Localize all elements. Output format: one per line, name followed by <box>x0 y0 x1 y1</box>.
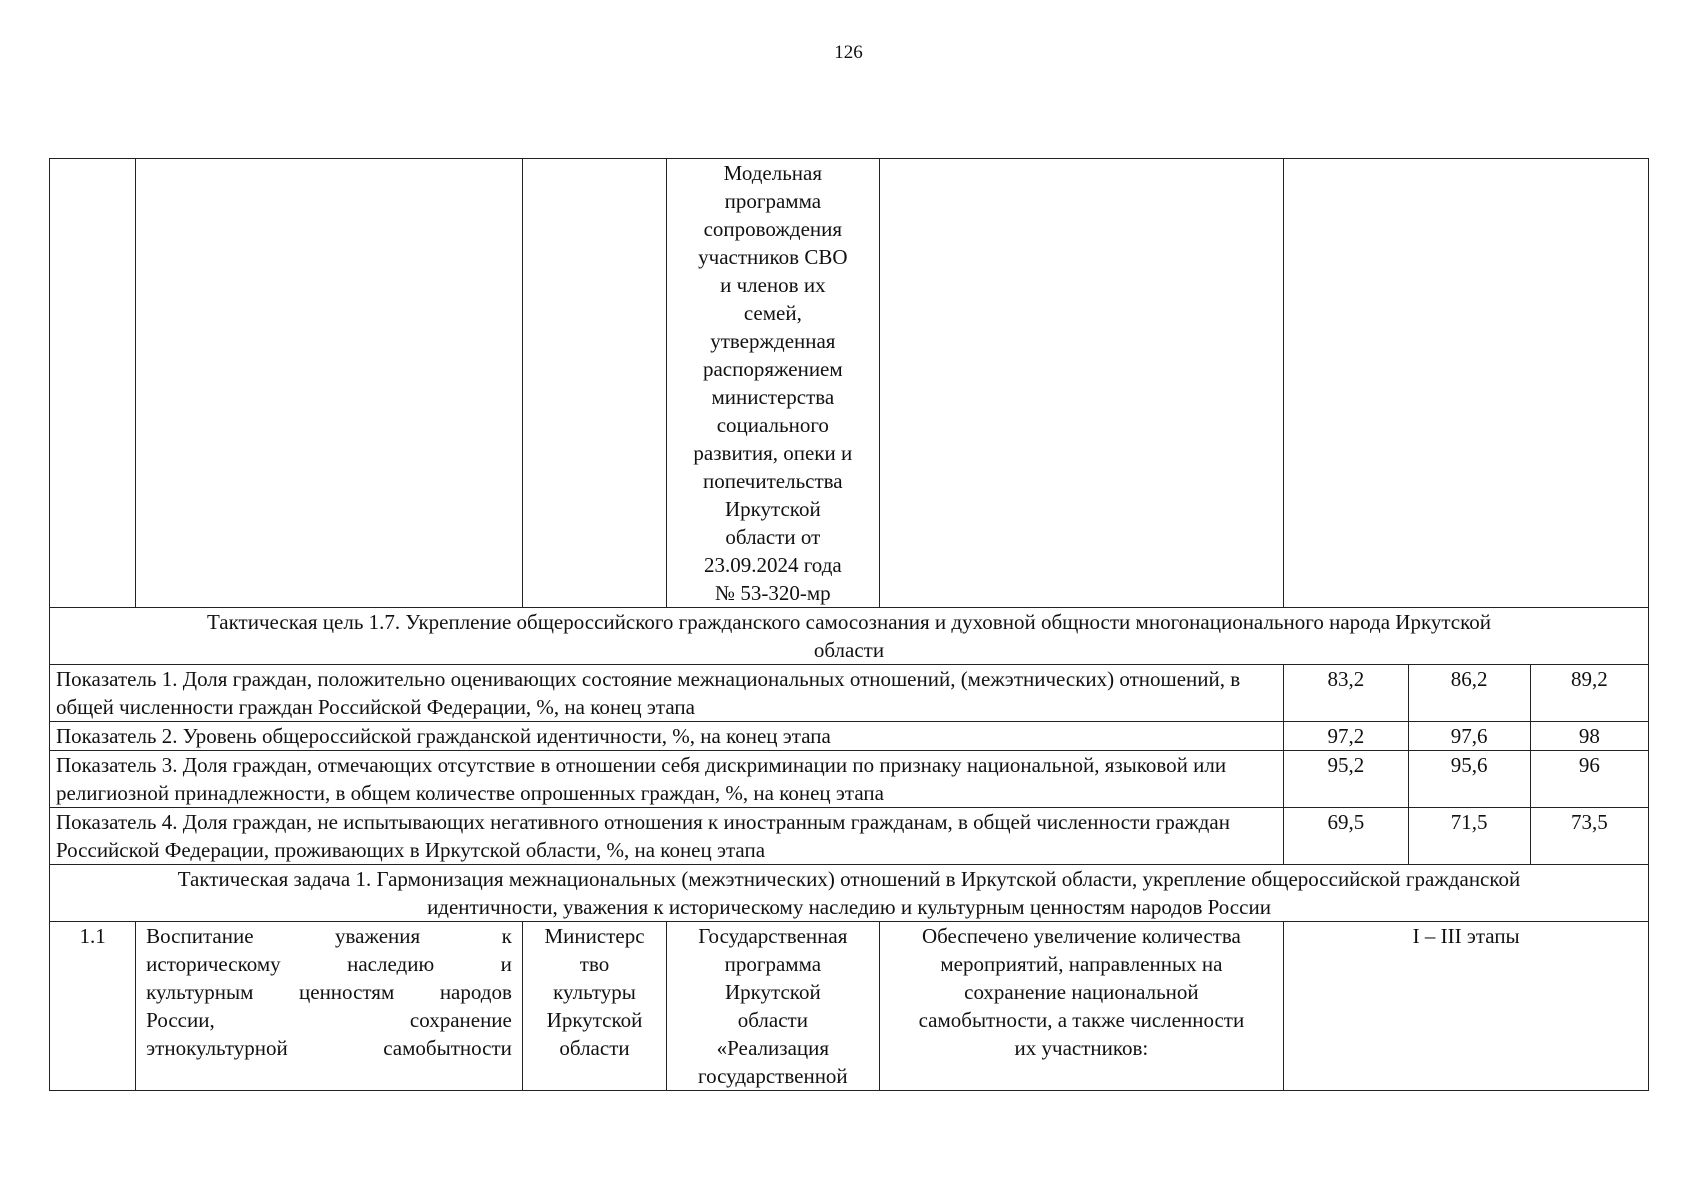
program-line: попечительства <box>703 469 843 493</box>
tactical-task-heading: Тактическая задача 1. Гармонизация межнациональных (межэтнических) отношений в Иркутской области, укрепление общероссийской гражданской идентичности, уважения к историческому наследию и культурным ценностям народов России <box>50 865 1649 922</box>
indicator-row <box>50 808 1649 865</box>
program-line: Иркутской <box>724 497 821 521</box>
measure-stages: I – III этапы <box>1284 922 1649 1091</box>
indicator-label: Показатель 1. Доля граждан, положительно оценивающих состояние межнациональных отношений, (межэтнических) отношений, в общей численности граждан Российской Федерации, %, на конец этапа <box>50 665 1284 722</box>
indicator-row <box>50 722 1649 751</box>
empty-cell-executor <box>522 159 666 608</box>
tactical-task-row <box>50 865 1649 922</box>
program-line: и членов их <box>720 273 826 297</box>
strategy-table <box>49 158 1649 1091</box>
indicator-value-stage-3: 89,2 <box>1530 665 1648 722</box>
indicator-value-stage-1: 97,2 <box>1284 722 1408 751</box>
program-line: распоряжением <box>702 357 843 381</box>
program-line: программа <box>724 189 822 213</box>
measure-result: Обеспечено увеличение количества мероприятий, направленных на сохранение национальной самобытности, а также численности их участников: <box>879 922 1284 1091</box>
indicator-value-stage-1: 95,2 <box>1284 751 1408 808</box>
tactical-goal-row <box>50 608 1649 665</box>
measure-executor: Министерс тво культуры Иркутской области <box>522 922 666 1091</box>
measure-description: Воспитание уважения к историческому наследию и культурным ценностям народов России, сохранение этнокультурной самобытности <box>136 922 523 1091</box>
program-line: семей, <box>743 301 802 325</box>
program-line: 23.09.2024 года <box>703 553 842 577</box>
program-line: утвержденная <box>710 329 836 353</box>
measure-row <box>50 922 1649 1091</box>
page-number: 126 <box>834 42 863 63</box>
indicator-value-stage-3: 98 <box>1530 722 1648 751</box>
program-line: министерства <box>711 385 835 409</box>
empty-cell-result <box>879 159 1284 608</box>
indicator-value-stage-2: 95,6 <box>1408 751 1530 808</box>
indicator-label: Показатель 4. Доля граждан, не испытывающих негативного отношения к иностранным гражданам, в общей численности граждан Российской Федерации, проживающих в Иркутской области, %, на конец этапа <box>50 808 1284 865</box>
program-line: области от <box>725 525 821 549</box>
indicator-value-stage-1: 69,5 <box>1284 808 1408 865</box>
program-line: социального <box>716 413 829 437</box>
program-line: участников СВО <box>698 245 848 269</box>
continued-row <box>50 159 1649 608</box>
program-line: развития, опеки и <box>693 441 853 465</box>
program-line: сопровождения <box>703 217 843 241</box>
indicator-value-stage-1: 83,2 <box>1284 665 1408 722</box>
indicator-value-stage-2: 86,2 <box>1408 665 1530 722</box>
measure-number: 1.1 <box>50 922 136 1091</box>
program-line: № 53-320-мр <box>715 581 831 605</box>
program-line: Модельная <box>723 161 822 185</box>
indicator-row <box>50 751 1649 808</box>
indicator-value-stage-3: 96 <box>1530 751 1648 808</box>
tactical-goal-heading: Тактическая цель 1.7. Укрепление общероссийского гражданского самосознания и духовной общности многонационального народа Иркутской области <box>50 608 1649 665</box>
empty-cell-number <box>50 159 136 608</box>
empty-cell-description <box>136 159 523 608</box>
indicator-row <box>50 665 1649 722</box>
indicator-label: Показатель 2. Уровень общероссийской гражданской идентичности, %, на конец этапа <box>50 722 1284 751</box>
program-cell <box>667 159 879 608</box>
indicator-label: Показатель 3. Доля граждан, отмечающих отсутствие в отношении себя дискриминации по признаку национальной, языковой или религиозной принадлежности, в общем количестве опрошенных граждан, %, на конец этапа <box>50 751 1284 808</box>
empty-cell-stages <box>1284 159 1649 608</box>
indicator-value-stage-2: 97,6 <box>1408 722 1530 751</box>
measure-program: Государственная программа Иркутской области «Реализация государственной <box>667 922 879 1091</box>
indicator-value-stage-3: 73,5 <box>1530 808 1648 865</box>
indicator-value-stage-2: 71,5 <box>1408 808 1530 865</box>
